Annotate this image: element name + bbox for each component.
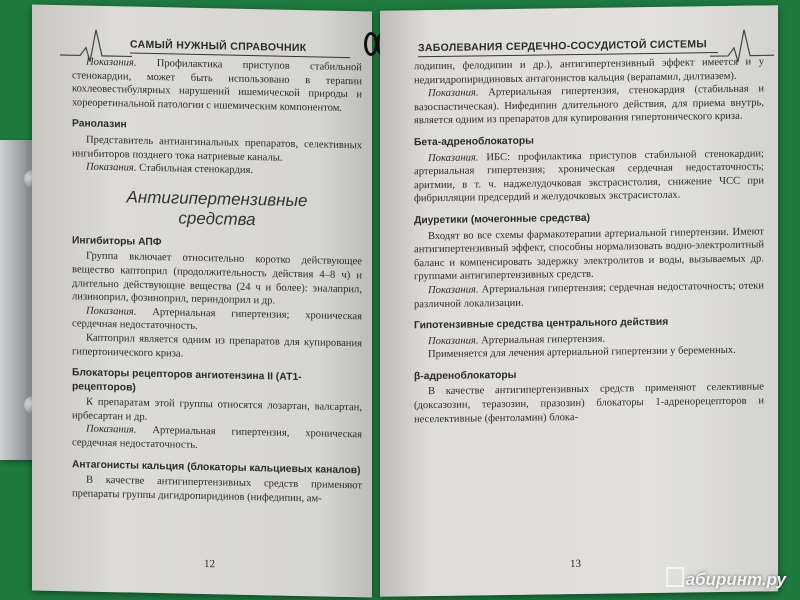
group-heading: Блокаторы рецепторов ангиотензина II (АТ1-рецепторов) [72, 367, 302, 394]
indication-label: Показания. [86, 56, 137, 69]
paragraph: Каптоприл является одним из препаратов для купирования гипертонического криза. [72, 332, 362, 360]
paragraph: К препаратам этой группы относятся лозартан, валсартан, ирбесартан и др. [72, 396, 362, 423]
drug-heading: Ранолазин [72, 118, 127, 131]
page-number: 12 [204, 558, 215, 571]
indication-text: Артериальная гипертензия; хроническая сердечная недостаточность. [72, 306, 362, 333]
left-page-content [72, 55, 362, 507]
group-heading: β-адреноблокаторы [414, 369, 517, 383]
section-title [72, 186, 362, 232]
labirint-watermark [666, 567, 786, 590]
indication-text: Стабильная стенокардия. [139, 162, 254, 177]
paragraph: лодипин, фелодипин и др.), антигипертензивный эффект имеется и у недигидропиридиновых антагонистов кальция (верапамил, дилтиазем). [414, 56, 764, 86]
paragraph: Группа включает относительно коротко действующее вещество каптоприл (продолжительность действия 4–8 ч) и длительно действующие вещества (24 ч и более): эналаприл, лизиноприл, фозиноприл, периндоприл и др. [72, 250, 362, 307]
right-page [380, 5, 778, 597]
labirint-logo-icon [666, 567, 684, 587]
indication-text: Артериальная гипертензия, стенокардия (стабильная и вазоспастическая). Нифедипин длительного действия, для приема внутрь, является одним из препаратов для купирования гипертонического криза. [414, 83, 764, 127]
indication-text: Артериальная гипертензия; сердечная недостаточность; отеки различной локализации. [414, 280, 764, 310]
section-title-line: средства [178, 208, 256, 229]
indication-label: Показания. [428, 284, 479, 297]
right-page-content [414, 55, 764, 426]
indication-text: Профилактика приступов стабильной стенокардии, может быть использовано в терапии кохлеовестибулярных нарушений ишемической природы и хореоретинальной патологии с ишемическим компонентом. [72, 58, 362, 114]
indication-text: Артериальная гипертензия, хроническая сердечная недостаточность. [72, 425, 362, 451]
left-running-header: САМЫЙ НУЖНЫЙ СПРАВОЧНИК [130, 38, 350, 58]
paragraph: В качестве антигипертензивных средств применяют селективные (доксазозин, теразозин, празозин) блокаторы 1-адренорецепторов и неселективные (фентоламин) блока- [414, 381, 764, 425]
section-title-line: Антигипертензивные [126, 187, 308, 210]
indication-text: Артериальная гипертензия. [481, 333, 605, 347]
paragraph: Представитель антиангинальных препаратов, селективных ингибиторов позднего тока натриевые каналы. [72, 134, 362, 164]
indication-label: Показания. [86, 305, 137, 318]
open-book [32, 8, 778, 594]
right-running-header: ЗАБОЛЕВАНИЯ СЕРДЕЧНО-СОСУДИСТОЙ СИСТЕМЫ [418, 38, 718, 57]
indication-label: Показания. [86, 161, 137, 174]
indication-text: ИБС: профилактика приступов стабильной стенокардии; артериальная гипертензия; хроническая сердечная недостаточность; аритмии, в т. ч. наджелудочковая экстрасистолия, снижение ЧСС при фибрилляции предсердий и желудочковых экстрасистолах. [414, 147, 764, 205]
indication-label: Показания. [428, 151, 479, 164]
group-heading: Ингибиторы АПФ [72, 235, 162, 248]
group-heading: Бета-адреноблокаторы [414, 135, 534, 149]
paragraph: Применяется для лечения артериальной гипертензии у беременных. [428, 345, 736, 361]
group-heading: Диуретики (мочегонные средства) [414, 212, 591, 227]
group-heading: Гипотензивные средства центрального действия [414, 316, 669, 332]
page-number: 13 [570, 557, 581, 571]
left-page [32, 4, 372, 597]
indication-label: Показания. [86, 424, 137, 437]
paragraph: В качестве антигипертензивных средств применяют препараты группы дигидропиридинов (нифедипин, ам- [72, 474, 362, 505]
group-heading: Антагонисты кальция (блокаторы кальциевых каналов) [72, 458, 361, 476]
watermark-text: абиринт.ру [685, 570, 786, 589]
paragraph: Входят во все схемы фармакотерапии артериальной гипертензии. Имеют антигипертензивный эффект, способны нормализовать водно-электролитный баланс и компенсировать задержку электролитов и воды, вызываемых др. группами антигипертензивных средств. [414, 225, 764, 283]
indication-label: Показания. [428, 87, 479, 100]
indication-label: Показания. [428, 335, 479, 347]
